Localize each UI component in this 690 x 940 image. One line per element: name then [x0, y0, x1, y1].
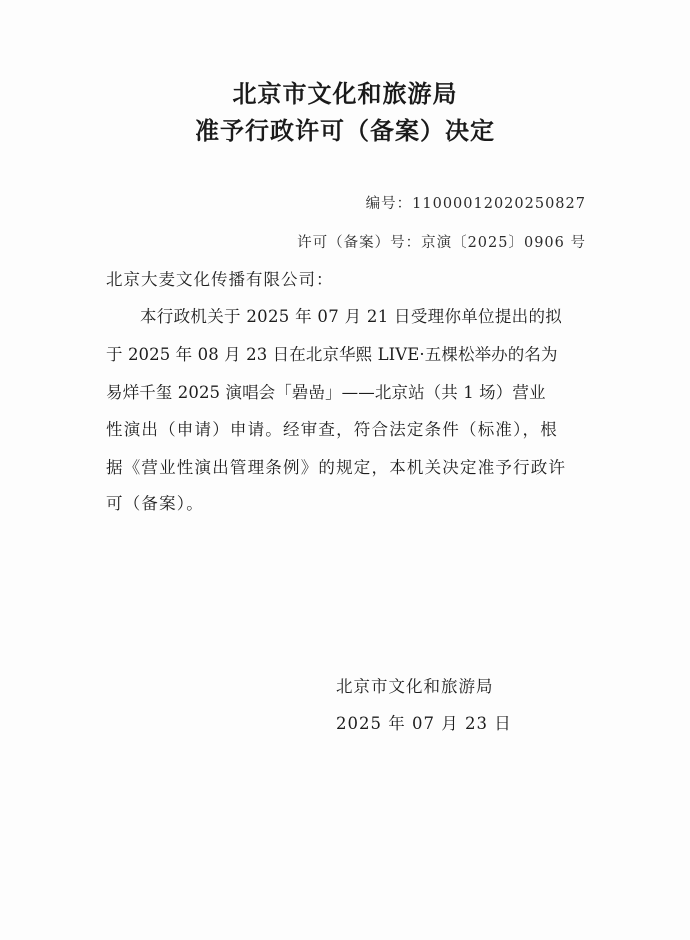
decision-title: 准予行政许可（备案）决定	[195, 117, 495, 145]
signature-date: 2025 年 07 月 23 日	[336, 714, 512, 733]
license-number: 许可（备案）号：京演〔2025〕0906 号	[297, 235, 586, 251]
issuing-authority-title: 北京市文化和旅游局	[232, 80, 458, 108]
body-line: 本行政机关于 2025 年 07 月 21 日受理你单位提出的拟	[140, 307, 563, 326]
body-line: 性演出（申请）申请。经审查，符合法定条件（标准），根	[106, 420, 558, 439]
signature-organization: 北京市文化和旅游局	[336, 677, 494, 696]
document-number: 编号：11000012020250827	[365, 196, 586, 212]
body-line: 据《营业性演出管理条例》的规定，本机关决定准予行政许	[106, 458, 567, 477]
recipient-name: 北京大麦文化传播有限公司：	[106, 270, 334, 289]
body-line: 易烊千玺 2025 演唱会「碞嵒」——北京站（共 1 场）营业	[106, 383, 546, 402]
body-line: 于 2025 年 08 月 23 日在北京华熙 LIVE·五棵松举办的名为	[106, 345, 558, 364]
body-line: 可（备案）。	[106, 494, 204, 513]
